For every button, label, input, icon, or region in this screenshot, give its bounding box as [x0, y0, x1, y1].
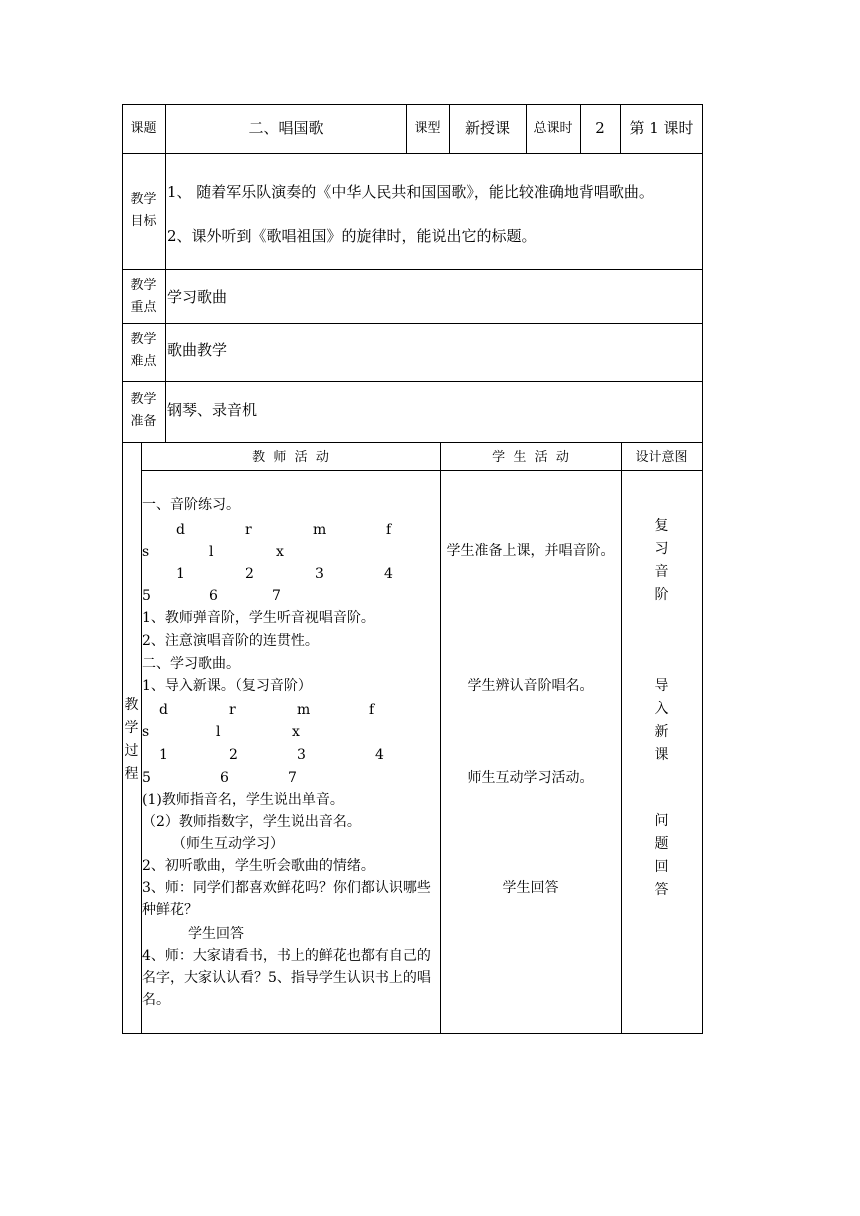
design-char: 回 [654, 859, 669, 875]
solfege-letter: x [276, 544, 284, 560]
solfege-letter: m [297, 702, 311, 718]
teacher-line: 2、注意演唱音阶的连贯性。 [142, 633, 319, 649]
row-divider [122, 323, 703, 324]
design-intent-qa [621, 810, 702, 902]
solfege-number: 6 [220, 770, 229, 786]
solfege-number: 2 [229, 747, 238, 763]
solfege-number: 5 [142, 770, 151, 786]
design-intent-header: 设计意图 [635, 450, 688, 465]
solfege-letter: x [292, 724, 300, 740]
solfege-number: 5 [142, 588, 151, 604]
teacher-line: 1、教师弹音阶，学生听音视唱音阶。 [142, 610, 375, 626]
solfege-letter: s [142, 724, 150, 740]
table-border-top [122, 104, 703, 105]
row-divider [122, 153, 703, 154]
design-char: 入 [654, 701, 669, 717]
type-label: 课型 [414, 121, 441, 136]
design-char: 题 [654, 836, 669, 852]
design-char: 音 [654, 564, 669, 580]
teacher-line: 2、初听歌曲，学生听会歌曲的情绪。 [142, 858, 375, 874]
process-label-char: 程 [124, 766, 139, 782]
teacher-line: 二、学习歌曲。 [142, 656, 240, 672]
total-hours-label: 总课时 [533, 121, 573, 136]
teacher-line: 一、音阶练习。 [142, 497, 240, 513]
solfege-number: 3 [315, 566, 324, 582]
design-intent-intro [621, 675, 702, 767]
teacher-line: 学生回答 [188, 926, 244, 942]
process-label-char: 过 [124, 743, 139, 759]
solfege-letter: r [245, 522, 252, 538]
table-border-bottom [122, 1033, 703, 1034]
keypoint-value: 学习歌曲 [167, 288, 228, 306]
design-char: 问 [654, 813, 669, 829]
solfege-number: 1 [176, 566, 185, 582]
design-char: 习 [654, 541, 669, 557]
design-char: 答 [654, 882, 669, 898]
design-char: 复 [654, 518, 669, 534]
table-border-right [702, 104, 703, 1034]
difficulty-value: 歌曲教学 [167, 341, 228, 359]
teacher-line: （2）教师指数字，学生说出音名。 [142, 814, 361, 830]
goals-line-2: 2、课外听到《歌唱祖国》的旋律时，能说出它的标题。 [167, 227, 537, 245]
topic-label: 课题 [130, 121, 157, 136]
prep-label-1: 教学 [130, 392, 157, 407]
solfege-number: 3 [297, 747, 306, 763]
keypoint-label-1: 教学 [130, 278, 157, 293]
prep-label-2: 准备 [130, 414, 157, 429]
solfege-number: 7 [272, 588, 281, 604]
goals-label-1: 教学 [130, 192, 157, 207]
prep-value: 钢琴、录音机 [167, 401, 258, 419]
lesson-number: 第 1 课时 [629, 119, 694, 137]
solfege-letter: m [313, 522, 327, 538]
solfege-letter: l [216, 724, 221, 740]
type-value: 新授课 [464, 119, 510, 137]
col-divider [165, 104, 166, 443]
design-char: 导 [654, 678, 669, 694]
teacher-line: 3、师：同学们都喜欢鲜花吗？你们都认识哪些种鲜花？ [142, 880, 431, 918]
solfege-number: 6 [209, 588, 218, 604]
student-line: 学生辨认音阶唱名。 [467, 678, 594, 694]
solfege-letter: f [386, 522, 392, 538]
teacher-line: （师生互动学习） [172, 836, 284, 852]
solfege-number: 1 [159, 747, 168, 763]
row-divider [122, 442, 703, 443]
solfege-letter: d [159, 702, 168, 718]
design-intent-review [621, 515, 702, 607]
teacher-line: 1、导入新课。（复习音阶） [142, 678, 312, 694]
process-col-divider [440, 442, 441, 1034]
difficulty-label-2: 难点 [130, 354, 157, 369]
teacher-line: 4、师：大家请看书，书上的鲜花也都有自己的名字，大家认认看？5、指导学生认识书上的唱名。 [142, 948, 431, 1008]
design-char: 新 [654, 724, 669, 740]
row-divider [122, 269, 703, 270]
student-line: 学生准备上课，并唱音阶。 [446, 543, 615, 559]
solfege-letter: s [142, 544, 150, 560]
teacher-line: (1)教师指音名，学生说出单音。 [142, 792, 344, 808]
goals-line-1: 1、 随着军乐队演奏的《中华人民共和国国歌》，能比较准确地背唱歌曲。 [167, 183, 654, 201]
total-hours-value: 2 [595, 119, 605, 137]
solfege-letter: r [229, 702, 236, 718]
row-divider [122, 381, 703, 382]
teacher-activity-header: 教 师 活 动 [252, 450, 329, 465]
topic-value: 二、唱国歌 [248, 119, 324, 137]
process-label-char: 教 [124, 697, 139, 713]
solfege-number: 7 [288, 770, 297, 786]
process-label [122, 694, 141, 786]
solfege-number: 4 [384, 566, 393, 582]
solfege-number: 4 [375, 747, 384, 763]
solfege-letter: d [176, 522, 185, 538]
keypoint-label-2: 重点 [130, 300, 157, 315]
student-line: 师生互动学习活动。 [467, 770, 594, 786]
process-label-char: 学 [124, 720, 139, 736]
design-char: 阶 [654, 587, 669, 603]
solfege-letter: f [369, 702, 375, 718]
solfege-letter: l [209, 544, 214, 560]
student-activity-header: 学 生 活 动 [492, 450, 569, 465]
difficulty-label-1: 教学 [130, 332, 157, 347]
design-char: 课 [654, 747, 669, 763]
solfege-number: 2 [245, 566, 254, 582]
student-line: 学生回答 [502, 880, 559, 896]
goals-label-2: 目标 [130, 214, 157, 229]
